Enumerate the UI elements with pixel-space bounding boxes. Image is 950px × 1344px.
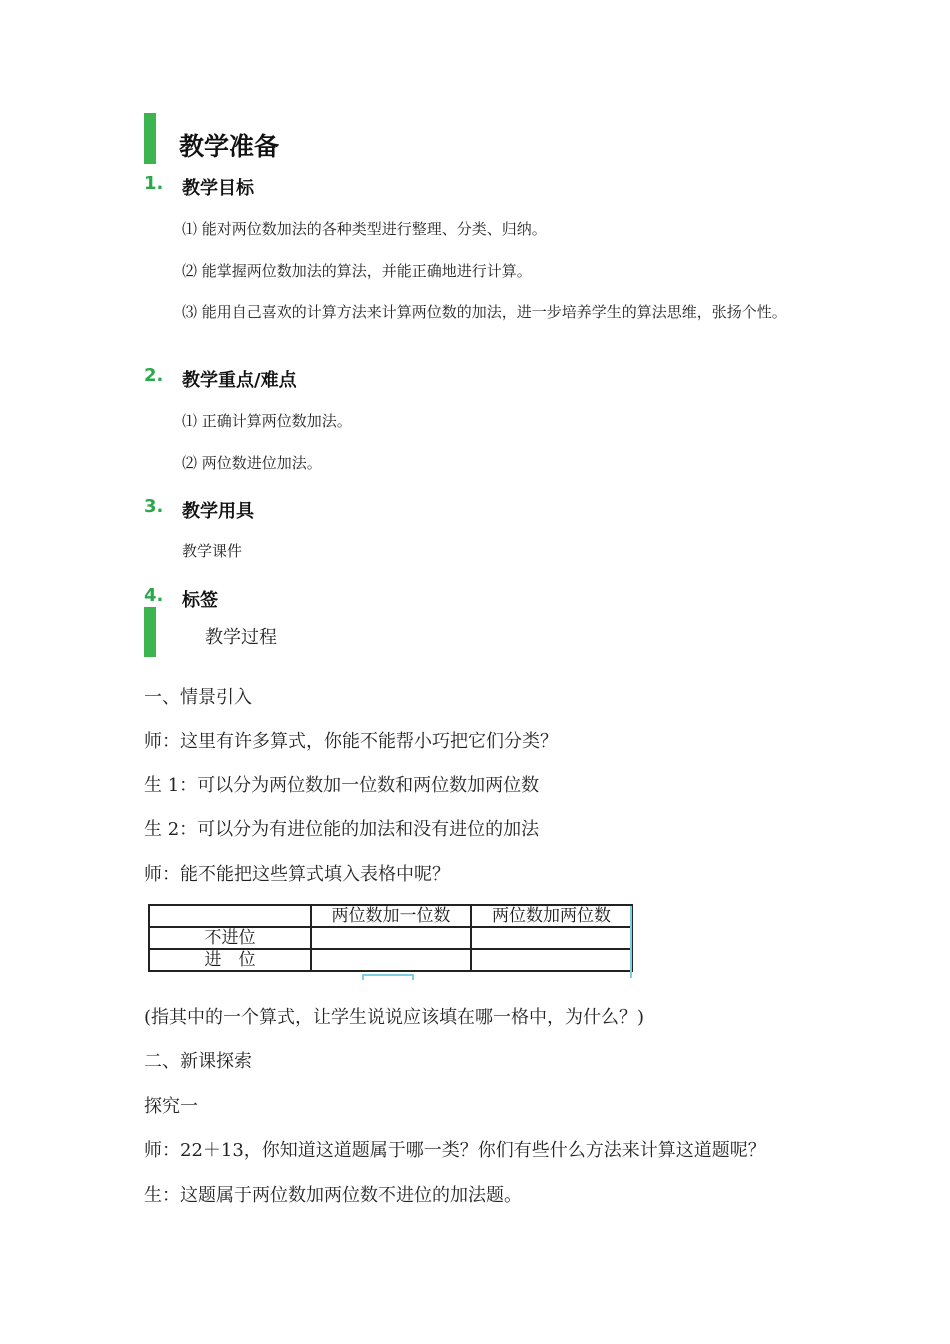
heading-accent-bar [144,607,156,657]
section-number: 3. [144,496,164,517]
section-number: 2. [144,365,164,386]
table-cell [311,949,471,971]
body-line: 一、情景引入 [144,687,252,708]
table-cell [471,927,632,949]
tools-text: 教学课件 [182,542,243,560]
section-title: 教学用具 [182,501,254,522]
table-cell [149,905,311,927]
body-line: 二、新课探索 [144,1051,252,1072]
table-row [149,949,632,971]
table-handle-mark [630,906,632,978]
section-number: 1. [144,173,164,194]
process-title: 教学过程 [205,627,277,648]
body-line: 生：这题属于两位数加两位数不进位的加法题。 [144,1185,522,1206]
section-title: 标签 [182,590,218,611]
body-line: (指其中的一个算式，让学生说说应该填在哪一格中，为什么？) [144,1007,645,1028]
section-title: 教学重点/难点 [182,370,297,391]
table-header-cell: 两位数加一位数 [311,905,471,927]
table-row-label: 进 位 [149,949,311,971]
table-row-label: 不进位 [149,927,311,949]
section-title: 教学目标 [182,178,254,199]
classification-table [148,904,633,972]
body-line: 探究一 [144,1096,198,1117]
body-line: 师：能不能把这些算式填入表格中呢？ [144,864,450,885]
keypoint-item: ⑵ 两位数进位加法。 [182,454,322,472]
page-title: 教学准备 [179,132,280,161]
body-line: 师：这里有许多算式，你能不能帮小巧把它们分类？ [144,731,558,752]
table-row [149,927,632,949]
body-line: 师：22＋13，你知道这道题属于哪一类？你们有些什么方法来计算这道题呢？ [144,1140,766,1161]
heading-accent-bar [144,113,156,164]
goal-item: ⑴ 能对两位数加法的各种类型进行整理、分类、归纳。 [182,220,547,238]
table-cell [471,949,632,971]
table-handle-mark [362,974,414,976]
section-number: 4. [144,585,164,606]
table-handle-mark [412,974,414,980]
table-handle-mark [362,974,364,980]
goal-item: ⑵ 能掌握两位数加法的算法，并能正确地进行计算。 [182,262,532,280]
table-cell [311,927,471,949]
keypoint-item: ⑴ 正确计算两位数加法。 [182,412,352,430]
body-line: 生 1：可以分为两位数加一位数和两位数加两位数 [144,775,540,796]
body-line: 生 2：可以分为有进位能的加法和没有进位的加法 [144,819,540,840]
table-row [149,905,632,927]
goal-item: ⑶ 能用自己喜欢的计算方法来计算两位数的加法，进一步培养学生的算法思维，张扬个性。 [182,303,787,321]
table-header-cell: 两位数加两位数 [471,905,632,927]
